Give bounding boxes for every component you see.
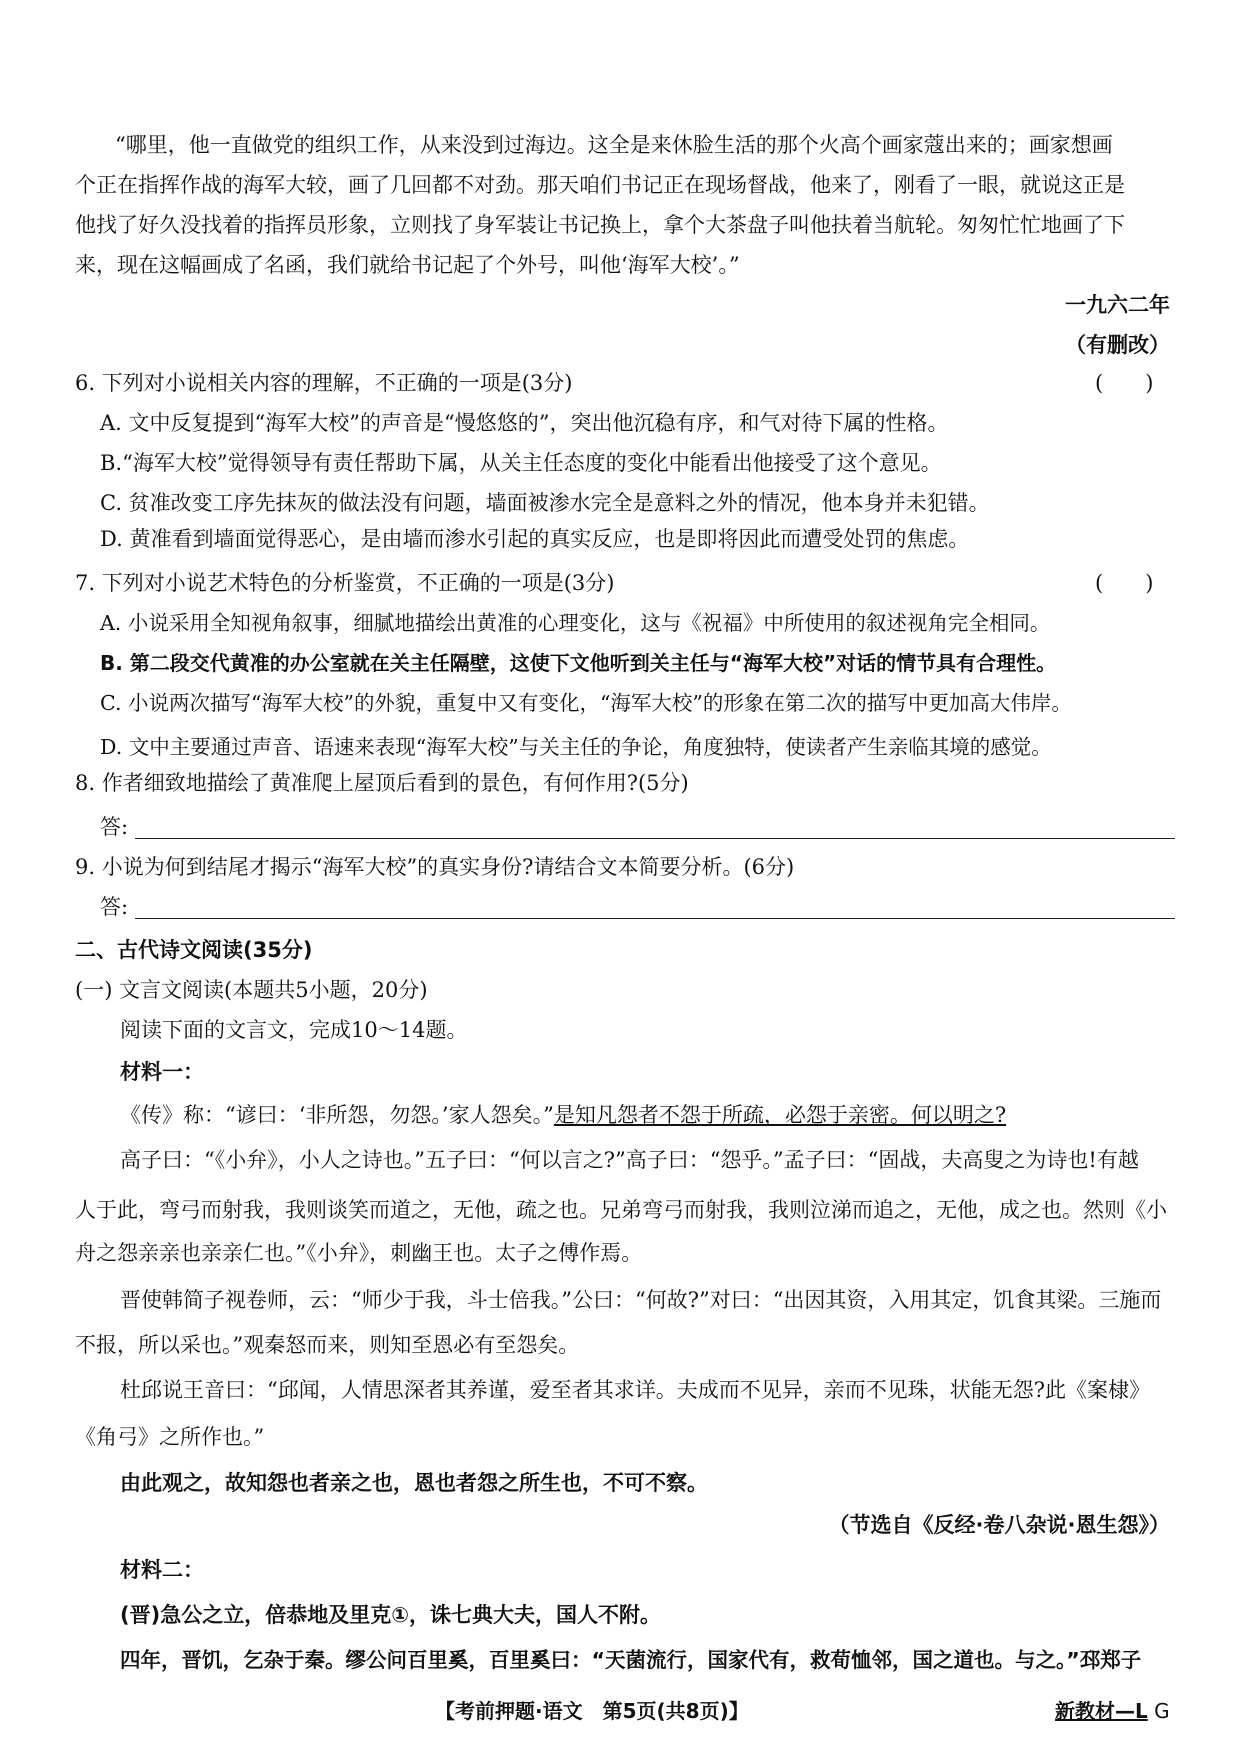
page-footer-label: 【考前押题·语文 第5页(共8页)】 xyxy=(435,1699,749,1723)
material-1-line: 不报，所以采也。”观秦怒而来，则知至恩必有至怨矣。 xyxy=(75,1333,580,1357)
material-2-line: (晋)急公之立，倍恭地及里克①，诛七典大夫，国人不附。 xyxy=(120,1603,661,1627)
novel-paragraph-line: 他找了好久没找着的指挥员形象，立则找了身军装让书记换上，拿个大茶盘子叫他扶着当航轮。匆匆忙忙地画了下 xyxy=(75,213,1125,237)
novel-paragraph-line: 来，现在这幅画成了名函，我们就给书记起了个外号，叫他‘海军大校’。” xyxy=(75,253,740,277)
edition-suffix: G xyxy=(1154,1699,1170,1723)
question-7-answer-paren[interactable]: ( ) xyxy=(1095,571,1154,595)
section-2-heading: 二、古代诗文阅读(35分) xyxy=(75,938,313,962)
material-1-line: 高子曰：“《小弁》，小人之诗也。”五子曰：“何以言之?”高子曰：“怨乎。”孟子曰：“固战，夫高叟之为诗也!有越 xyxy=(120,1148,1139,1172)
novel-edit-note: （有删改） xyxy=(1065,333,1170,357)
question-7-stem: 7. 下列对小说艺术特色的分析鉴赏，不正确的一项是(3分) xyxy=(75,571,615,595)
novel-date: 一九六二年 xyxy=(1065,293,1170,317)
question-8-stem: 8. 作者细致地描绘了黄准爬上屋顶后看到的景色，有何作用?(5分) xyxy=(75,771,689,795)
section-2-subheading: (一) 文言文阅读(本题共5小题，20分) xyxy=(75,978,428,1002)
material-1-line: 人于此，弯弓而射我，我则谈笑而道之，无他，疏之也。兄弟弯弓而射我，我则泣涕而追之，无他，成之也。然则《小 xyxy=(75,1198,1167,1222)
question-9-stem: 9. 小说为何到结尾才揭示“海军大校”的真实身份?请结合文本简要分析。(6分) xyxy=(75,855,795,879)
section-2-instruction: 阅读下面的文言文，完成10～14题。 xyxy=(120,1018,468,1042)
question-6-stem: 6. 下列对小说相关内容的理解，不正确的一项是(3分) xyxy=(75,371,573,395)
material-1-line: 《角弓》之所作也。” xyxy=(75,1425,265,1449)
question-7-option-b: B. 第二段交代黄准的办公室就在关主任隔壁，这使下文他听到关主任与“海军大校”对话的情节具有合理性。 xyxy=(100,651,1057,675)
question-8-answer-label: 答: xyxy=(100,815,129,839)
question-6-option-c: C. 贫准改变工序先抹灰的做法没有问题，墙面被渗水完全是意料之外的情况，他本身并未犯错。 xyxy=(100,491,990,515)
material-2-title: 材料二： xyxy=(120,1558,204,1582)
question-9-answer-line[interactable] xyxy=(135,918,1175,919)
material-1-title: 材料一： xyxy=(120,1060,204,1084)
question-7-option-d: D. 文中主要通过声音、语速来表现“海军大校”与关主任的争论，角度独特，使读者产生亲临其境的感觉。 xyxy=(100,735,1052,759)
edition-tag: 新教材—L xyxy=(1055,1699,1148,1723)
material-1-conclusion: 由此观之，故知怨也者亲之也，恩也者怨之所生也，不可不察。 xyxy=(120,1471,708,1495)
material-1-line xyxy=(120,1100,1006,1130)
question-6-option-b: B.“海军大校”觉得领导有责任帮助下属，从关主任态度的变化中能看出他接受了这个意见。 xyxy=(100,451,942,475)
question-7-option-a: A. 小说采用全知视角叙事，细腻地描绘出黄准的心理变化，这与《祝福》中所使用的叙述视角完全相同。 xyxy=(100,611,1051,635)
question-6-answer-paren[interactable]: ( ) xyxy=(1095,371,1154,395)
question-6-option-d: D. 黄准看到墙面觉得恶心，是由墙而渗水引起的真实反应，也是即将因此而遭受处罚的焦虑。 xyxy=(100,527,970,551)
material-1-quote: 《传》称：“谚曰：‘非所怨，勿怨。’家人怨矣。” xyxy=(120,1103,554,1127)
material-1-underlined-sentence: 是知凡怨者不怨于所疏，必怨于亲密。何以明之? xyxy=(553,1103,1007,1127)
material-1-source: （节选自《反经·卷八杂说·恩生怨》） xyxy=(828,1513,1170,1537)
material-1-line: 杜邱说王音曰：“邱闻，人情思深者其养谨，爱至者其求详。夫成而不见异，亲而不见珠，状能无怨?此《案棣》 xyxy=(120,1378,1150,1402)
material-2-line: 四年，晋饥，乞杂于秦。缪公问百里奚，百里奚曰：“天菌流行，国家代有，救荀恤邻，国之道也。与之。”邳郑子 xyxy=(120,1648,1142,1672)
question-6-option-a: A. 文中反复提到“海军大校”的声音是“慢悠悠的”，突出他沉稳有序，和气对待下属的性格。 xyxy=(100,411,949,435)
novel-paragraph-line: “哪里，他一直做党的组织工作，从来没到过海边。这全是来休脸生活的那个火高个画家蔻出来的；画家想画 xyxy=(115,133,1113,157)
question-8-answer-line[interactable] xyxy=(135,838,1175,839)
question-9-answer-label: 答: xyxy=(100,895,129,919)
edition-tag-wrap xyxy=(1055,1695,1170,1724)
material-1-line: 晋使韩简子视卷师，云：“师少于我，斗士倍我。”公曰：“何故?”对曰：“出因其资，入用其定，饥食其梁。三施而 xyxy=(120,1288,1162,1312)
question-7-option-c: C. 小说两次描写“海军大校”的外貌，重复中又有变化，“海军大校”的形象在第二次的描写中更加高大伟岸。 xyxy=(100,691,1072,715)
novel-paragraph-line: 个正在指挥作战的海军大较，画了几回都不对劲。那天咱们书记正在现场督战，他来了，刚看了一眼，就说这正是 xyxy=(75,173,1125,197)
material-1-line: 舟之怨亲亲也亲亲仁也。”《小弁》，刺幽王也。太子之傅作焉。 xyxy=(75,1241,643,1265)
